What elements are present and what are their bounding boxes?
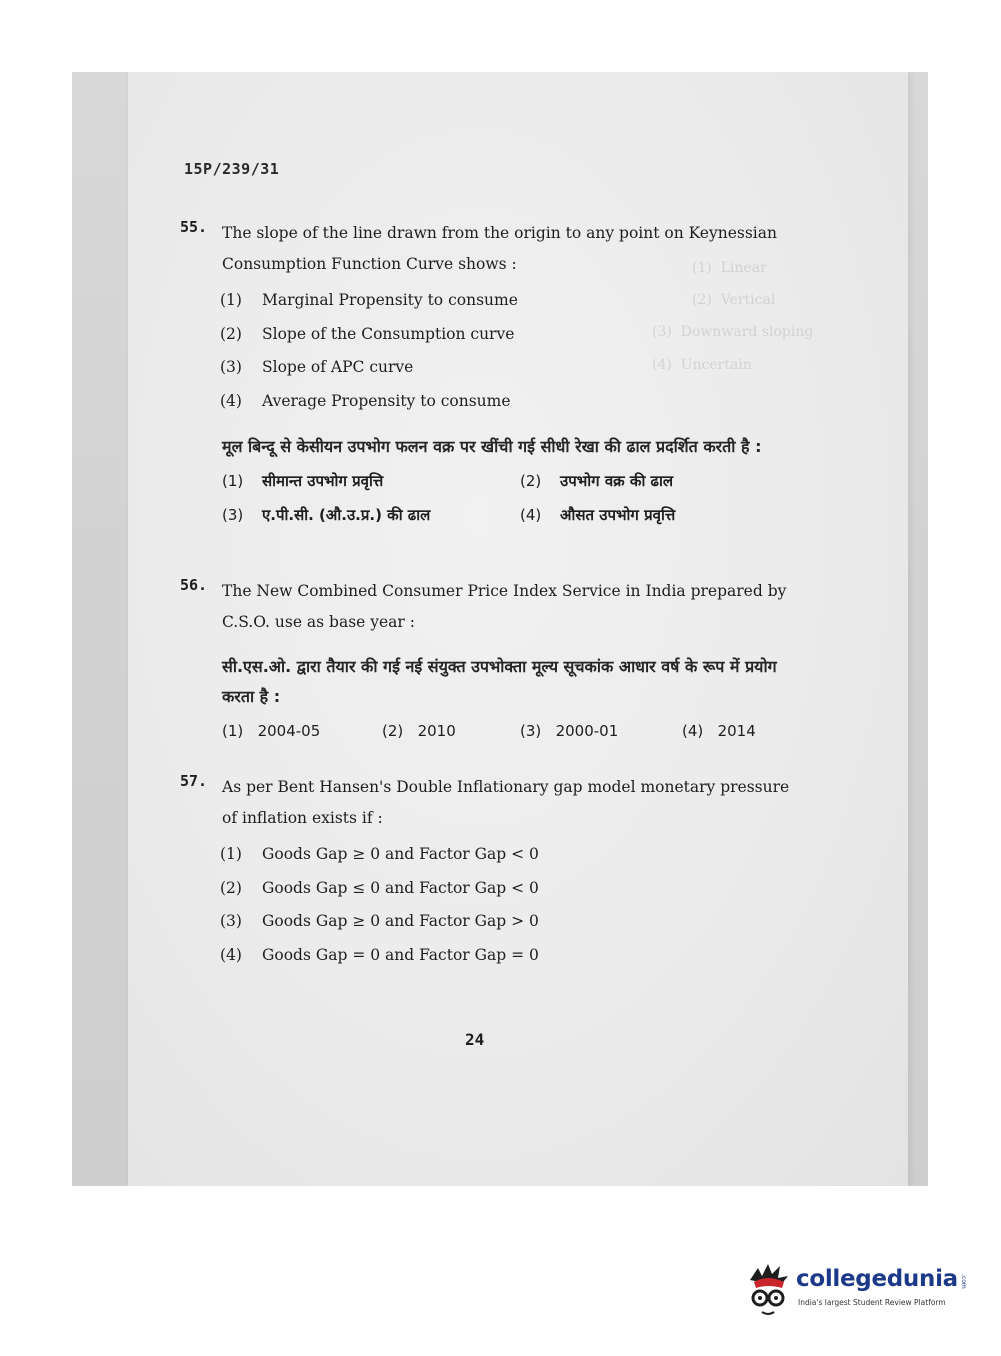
option[interactable]: (1) 2004-05	[222, 722, 321, 740]
question-text: As per Bent Hansen's Double Inflationary gap model monetary pressure of inflation exists if :	[222, 778, 790, 827]
option-list-hindi	[222, 464, 808, 532]
question-number: 56.	[180, 576, 208, 594]
option-list	[222, 716, 808, 746]
option[interactable]: (4) Goods Gap = 0 and Factor Gap = 0	[220, 945, 539, 964]
question-text-hindi: सी.एस.ओ. द्वारा तैयार की गई नई संयुक्त उपभोक्ता मूल्य सूचकांक आधार वर्ष के रूप में प्रयोग करता है :	[222, 657, 777, 706]
bleed-through: (3) Downward sloping	[652, 324, 814, 340]
option[interactable]: (1) Goods Gap ≥ 0 and Factor Gap < 0	[220, 845, 539, 863]
option-hindi[interactable]: (4) औसत उपभोग प्रवृत्ति	[520, 506, 676, 524]
question-text: The slope of the line drawn from the origin to any point on Keynessian Consumption Function Curve shows :	[222, 224, 777, 273]
option[interactable]: (4) Average Propensity to consume	[220, 391, 511, 410]
option[interactable]: (1) Marginal Propensity to consume	[220, 291, 518, 309]
bleed-through: (1) Linear	[692, 260, 767, 276]
option-hindi[interactable]: (1) सीमान्त उपभोग प्रवृत्ति	[222, 472, 384, 490]
option-hindi[interactable]: (3) ए.पी.सी. (औ.उ.प्र.) की ढाल	[222, 506, 431, 524]
option-hindi[interactable]: (2) उपभोग वक्र की ढाल	[520, 472, 674, 490]
question-number: 55.	[180, 218, 208, 236]
option[interactable]: (3) Slope of APC curve	[220, 358, 414, 376]
question-number: 57.	[180, 772, 208, 790]
mascot-icon	[744, 1260, 794, 1322]
brand-name: collegedunia	[796, 1266, 958, 1292]
question-56	[180, 576, 808, 746]
bleed-through: (2) Vertical	[692, 292, 776, 308]
brand-tagline: India's largest Student Review Platform	[798, 1298, 946, 1307]
option[interactable]: (3) 2000-01	[520, 722, 619, 740]
question-text: The New Combined Consumer Price Index Service in India prepared by C.S.O. use as base year :	[222, 582, 787, 631]
collegedunia-logo[interactable]	[744, 1260, 974, 1322]
page-number: 24	[465, 1030, 485, 1049]
option[interactable]: (2) Goods Gap ≤ 0 and Factor Gap < 0	[220, 878, 539, 897]
option-list	[220, 284, 808, 418]
brand-suffix: .com	[960, 1274, 967, 1289]
option[interactable]: (3) Goods Gap ≥ 0 and Factor Gap > 0	[220, 912, 539, 930]
question-text-hindi: मूल बिन्दू से केसीयन उपभोग फलन वक्र पर खींची गई सीधी रेखा की ढाल प्रदर्शित करती है :	[222, 437, 762, 456]
paper-code: 15P/239/31	[184, 160, 280, 178]
option[interactable]: (4) 2014	[682, 722, 756, 740]
question-57	[180, 772, 808, 972]
option[interactable]: (2) 2010	[382, 722, 456, 740]
question-55	[180, 218, 808, 532]
bleed-through: (4) Uncertain	[652, 357, 752, 373]
option-list	[220, 838, 808, 972]
scanned-page	[72, 72, 928, 1186]
option[interactable]: (2) Slope of the Consumption curve	[220, 324, 515, 343]
